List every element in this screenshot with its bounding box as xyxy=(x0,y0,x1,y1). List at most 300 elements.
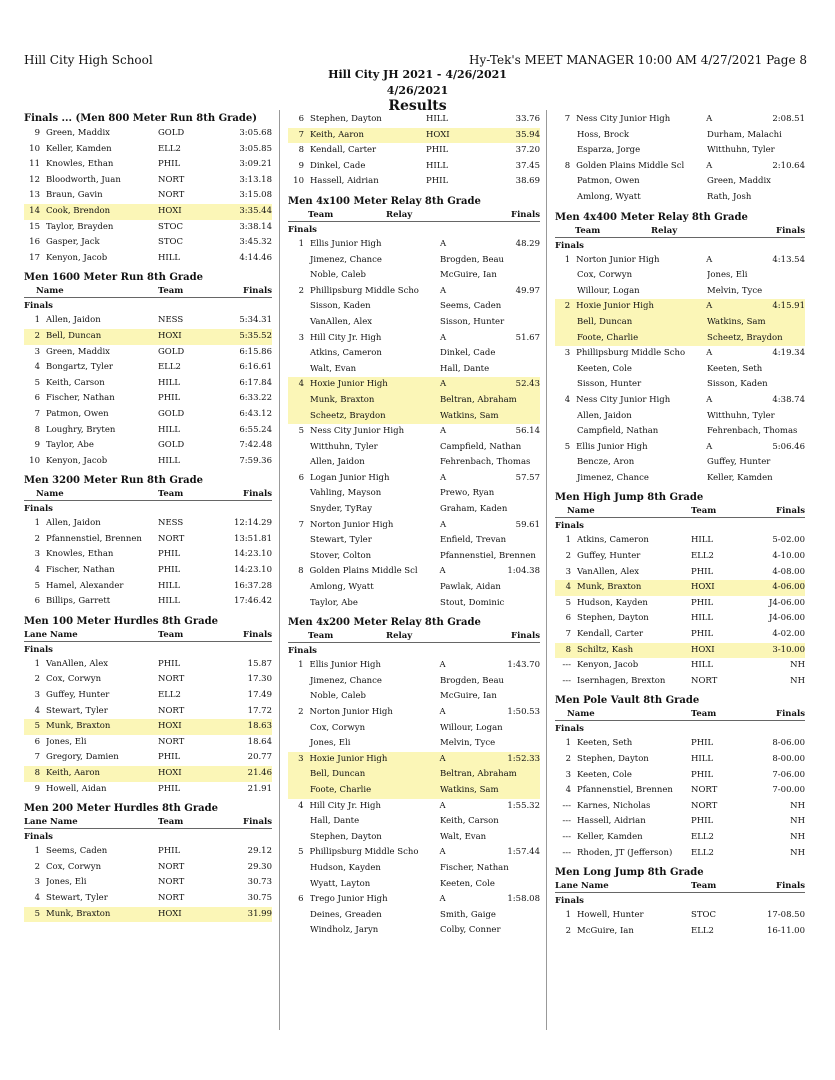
result-row xyxy=(24,235,272,251)
relay-members-row xyxy=(288,346,540,362)
place: 8 xyxy=(298,566,304,577)
mark: 4-10.00 xyxy=(772,551,805,562)
relay-letter: A xyxy=(439,566,446,577)
column-header: Name Team Finals xyxy=(24,488,272,501)
event-800m xyxy=(24,112,272,266)
result-row xyxy=(24,376,272,392)
relay-members-row xyxy=(288,253,540,269)
relay-letter: A xyxy=(706,348,713,359)
mark: 3:15.08 xyxy=(239,190,272,201)
athlete-name: Kenyon, Jacob xyxy=(46,252,108,263)
place: --- xyxy=(562,816,571,827)
event-title: Men 4x100 Meter Relay 8th Grade xyxy=(288,195,481,207)
place: 12 xyxy=(29,174,40,185)
relay-member: Patmon, Owen xyxy=(577,176,640,187)
athlete-name: Keith, Aaron xyxy=(310,129,365,140)
relay-member: Enfield, Trevan xyxy=(440,535,507,546)
relay-team-name: Hoxie Junior High xyxy=(576,301,654,312)
mark: 14:23.10 xyxy=(233,549,272,560)
relay-members-row xyxy=(288,923,540,939)
athlete-name: Loughry, Bryten xyxy=(46,424,116,435)
relay-letter: A xyxy=(439,753,446,764)
relay-member: Willour, Logan xyxy=(577,285,640,296)
place: 1 xyxy=(34,315,40,326)
relay-team-row xyxy=(288,471,540,487)
relay-team-row xyxy=(555,346,805,362)
athlete-name: Cook, Brendon xyxy=(46,205,111,216)
relay-members-row xyxy=(288,830,540,846)
relay-member: Beltran, Abraham xyxy=(440,769,517,780)
team-code: NESS xyxy=(158,518,184,529)
athlete-name: Rhoden, JT (Jefferson) xyxy=(577,847,673,858)
relay-member: Foote, Charlie xyxy=(577,332,639,343)
place: 2 xyxy=(34,533,40,544)
relay-member: Dinkel, Cade xyxy=(440,348,496,359)
result-row xyxy=(555,565,805,581)
results-list xyxy=(24,516,272,610)
place: 5 xyxy=(565,597,571,608)
relay-member: Sisson, Kaden xyxy=(310,301,371,312)
relay-team-name: Norton Junior High xyxy=(310,519,394,530)
mark: 18.64 xyxy=(247,736,272,747)
relay-member: Sisson, Hunter xyxy=(440,316,505,327)
mark: 16-11.00 xyxy=(766,925,805,936)
mark: 51.67 xyxy=(515,332,540,343)
finals-label: Finals xyxy=(24,301,53,312)
mark: 4:13.54 xyxy=(772,254,805,265)
relay-team-name: Norton Junior High xyxy=(309,707,393,717)
place: 5 xyxy=(298,847,304,858)
result-row xyxy=(555,908,805,924)
team-code: HOXI xyxy=(691,582,715,593)
relay-member: Campfield, Nathan xyxy=(577,426,659,437)
finals-label: Finals xyxy=(555,521,584,532)
results-list xyxy=(24,313,272,469)
place: 17 xyxy=(29,252,40,263)
relay-member: Colby, Conner xyxy=(440,925,501,936)
relay-member: Hall, Dante xyxy=(310,816,360,827)
relay-member: Keith, Carson xyxy=(440,816,499,827)
relay-member: Keller, Kamden xyxy=(707,472,773,483)
column-divider xyxy=(546,110,547,1030)
team-code: PHIL xyxy=(691,769,714,780)
athlete-name: Howell, Hunter xyxy=(577,910,644,921)
finals-label: Finals xyxy=(24,504,53,515)
athlete-name: Taylor, Brayden xyxy=(46,221,114,232)
finals-label: Finals xyxy=(555,896,584,907)
result-row xyxy=(24,875,272,891)
column-header: Lane Name Team Finals xyxy=(555,881,805,892)
mark: J4-06.00 xyxy=(768,597,805,608)
athlete-name: VanAllen, Alex xyxy=(577,566,640,577)
result-row xyxy=(24,766,272,782)
mark: 1:04.38 xyxy=(507,566,540,577)
place: 6 xyxy=(34,736,40,747)
result-row xyxy=(24,594,272,610)
place: 3 xyxy=(34,549,40,560)
relay-member: Wyatt, Layton xyxy=(310,878,371,889)
relay-members-row xyxy=(288,362,540,378)
place: 2 xyxy=(34,861,40,872)
athlete-name: Keith, Aaron xyxy=(46,768,101,778)
result-row xyxy=(555,768,805,784)
place: 7 xyxy=(34,752,40,763)
relay-member: Scheetz, Braydon xyxy=(310,410,386,421)
event-200m-hurdles xyxy=(24,802,272,922)
mark: 52.43 xyxy=(515,379,540,390)
mark: 4-02.00 xyxy=(772,629,805,640)
mark: 3:09.21 xyxy=(239,159,272,170)
team-code: HILL xyxy=(158,455,181,466)
place: 1 xyxy=(298,238,304,249)
event-title: Men Long Jump 8th Grade xyxy=(555,867,704,879)
mark: 33.76 xyxy=(515,114,540,124)
relay-member: Melvin, Tyce xyxy=(707,285,763,296)
athlete-name: Knowles, Ethan xyxy=(46,159,114,170)
relay-letter: A xyxy=(440,285,447,296)
mark: 30.75 xyxy=(247,892,272,903)
result-row xyxy=(24,345,272,361)
result-row xyxy=(555,580,805,596)
mark: 57.57 xyxy=(515,472,540,483)
result-row xyxy=(555,783,805,799)
relay-members-row xyxy=(555,190,805,206)
column-header: Lane Name Team Finals xyxy=(24,817,272,828)
mark: 5:35.52 xyxy=(239,330,272,341)
athlete-name: Allen, Jaidon xyxy=(46,315,101,326)
result-row xyxy=(24,657,272,673)
event-long-jump xyxy=(555,866,805,939)
relay-member: Sisson, Hunter xyxy=(577,379,642,390)
relay-team-row xyxy=(288,799,540,815)
relay-member: Jones, Eli xyxy=(707,270,748,281)
result-row xyxy=(24,251,272,267)
event-title: Men High Jump 8th Grade xyxy=(555,492,704,504)
team-code: GOLD xyxy=(158,408,185,419)
team-code: NORT xyxy=(158,861,185,872)
mark: J4-06.00 xyxy=(768,613,805,624)
relay-members-row xyxy=(555,268,805,284)
relay-member: Noble, Caleb xyxy=(310,270,366,281)
athlete-name: Allen, Jaidon xyxy=(46,518,101,529)
relay-member: McGuire, Ian xyxy=(440,691,497,702)
athlete-name: Jones, Eli xyxy=(46,736,87,747)
relay-members-row xyxy=(288,861,540,877)
mark: 16:37.28 xyxy=(233,580,272,591)
event-1600m xyxy=(24,271,272,469)
team-code: NESS xyxy=(158,315,184,326)
result-row xyxy=(288,112,540,128)
mark: 7-00.00 xyxy=(772,785,805,796)
results-list xyxy=(24,844,272,922)
relay-letter: A xyxy=(439,707,446,717)
relay-team-name: Golden Plains Middle Scl xyxy=(309,566,418,577)
relay-team-name: Ellis Junior High xyxy=(310,238,382,249)
athlete-name: Stewart, Tyler xyxy=(46,705,108,716)
athlete-name: Taylor, Abe xyxy=(46,440,94,451)
relay-member: Jimenez, Chance xyxy=(310,675,382,686)
relay-team-name: Norton Junior High xyxy=(576,254,660,265)
relay-members-row xyxy=(555,128,805,144)
mark: 6:43.12 xyxy=(239,408,272,419)
relay-letter: A xyxy=(706,394,713,405)
place: 16 xyxy=(29,237,40,248)
mark: 8-06.00 xyxy=(772,738,805,749)
event-title: Men 4x400 Meter Relay 8th Grade xyxy=(555,211,748,223)
mark: 29.12 xyxy=(247,846,272,857)
team-code: PHIL xyxy=(158,658,181,669)
relay-members-row xyxy=(555,362,805,378)
team-code: PHIL xyxy=(691,566,714,577)
mark: 29.30 xyxy=(247,861,272,872)
relay-member: Atkins, Cameron xyxy=(310,348,382,359)
relay-member: Durham, Malachi xyxy=(707,129,782,140)
place: 7 xyxy=(565,629,571,640)
team-code: NORT xyxy=(158,174,185,185)
relay-member: Sisson, Kaden xyxy=(707,379,768,390)
relay-team-name: Phillipsburg Middle Scho xyxy=(309,847,419,858)
place: 5 xyxy=(34,908,40,919)
relay-member: Hoss, Brock xyxy=(577,129,629,140)
mark: 17.30 xyxy=(247,674,272,685)
relay-member: Witthuhn, Tyler xyxy=(310,441,378,452)
event-pole-vault xyxy=(555,694,805,861)
relay-members-row xyxy=(288,736,540,752)
mark: 2:10.64 xyxy=(772,160,805,171)
team-code: ELL2 xyxy=(691,847,714,858)
relay-member: Walt, Evan xyxy=(310,363,357,374)
team-code: GOLD xyxy=(158,128,185,138)
result-row xyxy=(555,596,805,612)
result-row xyxy=(555,643,805,659)
team-code: STOC xyxy=(158,221,183,232)
school-name: Hill City High School xyxy=(24,53,153,67)
place: 4 xyxy=(298,800,304,811)
mark: 59.61 xyxy=(515,519,540,530)
relay-members-row xyxy=(288,393,540,409)
place: 8 xyxy=(565,644,571,655)
team-code: PHIL xyxy=(691,816,714,827)
relay-member: Jimenez, Chance xyxy=(577,472,649,483)
team-code: STOC xyxy=(691,910,716,921)
athlete-name: Stewart, Tyler xyxy=(46,892,108,903)
relay-letter: A xyxy=(440,332,447,343)
mark: 1:43.70 xyxy=(507,660,540,671)
relay-members-row xyxy=(555,315,805,331)
team-code: NORT xyxy=(691,785,718,796)
result-row xyxy=(24,391,272,407)
column-header: Name Team Finals xyxy=(555,708,805,721)
place: 7 xyxy=(564,114,571,124)
place: 3 xyxy=(564,348,571,359)
place: 3 xyxy=(565,769,571,780)
athlete-name: Cox, Corwyn xyxy=(46,674,102,685)
column-header: Team Relay Finals xyxy=(288,209,540,222)
athlete-name: Dinkel, Cade xyxy=(310,160,366,171)
place: 4 xyxy=(298,379,304,390)
place: 6 xyxy=(298,472,304,483)
relay-team-row xyxy=(288,658,540,674)
relay-member: Stout, Dominic xyxy=(440,597,505,608)
team-code: PHIL xyxy=(691,738,714,749)
team-code: NORT xyxy=(158,674,185,685)
team-code: PHIL xyxy=(691,597,714,608)
results-list xyxy=(24,126,272,266)
place: 1 xyxy=(298,660,304,671)
finals-label: Finals xyxy=(555,240,584,251)
event-title: Men 200 Meter Hurdles 8th Grade xyxy=(24,803,218,815)
relay-member: Bencze, Aron xyxy=(577,457,635,468)
event-title: Men Pole Vault 8th Grade xyxy=(555,695,700,707)
athlete-name: Kendall, Carter xyxy=(577,629,644,640)
result-row xyxy=(24,860,272,876)
relay-team-name: Hoxie Junior High xyxy=(310,379,388,390)
event-4x100-relay xyxy=(288,195,540,611)
team-code: NORT xyxy=(158,705,185,716)
team-code: PHIL xyxy=(426,176,449,187)
relay-member: Amlong, Wyatt xyxy=(577,191,641,202)
team-code: PHIL xyxy=(158,549,181,560)
team-code: PHIL xyxy=(158,752,181,763)
relay-team-name: Ness City Junior High xyxy=(576,114,671,124)
place: 7 xyxy=(298,519,304,530)
team-code: ELL2 xyxy=(691,551,714,562)
event-title: Men 1600 Meter Run 8th Grade xyxy=(24,272,203,284)
result-row xyxy=(555,549,805,565)
column-divider xyxy=(279,110,280,1030)
relay-team-row xyxy=(555,253,805,269)
relay-letter: A xyxy=(440,472,447,483)
relay-team-row xyxy=(555,159,805,175)
result-row xyxy=(24,907,272,923)
results-heading: Results xyxy=(388,98,447,114)
relay-letter: A xyxy=(706,441,713,452)
mark: 3:05.68 xyxy=(239,128,272,138)
mark: 17.49 xyxy=(247,690,272,701)
athlete-name: Jones, Eli xyxy=(46,877,87,888)
relay-member: Allen, Jaidon xyxy=(577,410,632,421)
athlete-name: Hassell, Aidrian xyxy=(577,816,646,827)
relay-members-row xyxy=(288,674,540,690)
relay-letter: A xyxy=(440,519,447,530)
result-row xyxy=(24,750,272,766)
team-code: HILL xyxy=(158,252,181,263)
relay-member: Cox, Corwyn xyxy=(310,722,366,733)
mark: 2:08.51 xyxy=(772,114,805,124)
result-row xyxy=(555,752,805,768)
mark: 3:38.14 xyxy=(239,221,272,232)
athlete-name: Fischer, Nathan xyxy=(46,393,115,404)
relay-letter: A xyxy=(706,114,713,124)
finals-label: Finals xyxy=(555,724,584,735)
place: 1 xyxy=(34,658,40,669)
athlete-name: Green, Maddix xyxy=(46,346,110,357)
team-code: ELL2 xyxy=(158,143,181,154)
column-1 xyxy=(24,112,272,922)
event-high-jump xyxy=(555,491,805,689)
place: 1 xyxy=(565,738,571,749)
mark: 17.72 xyxy=(247,705,272,716)
relay-letter: A xyxy=(706,160,713,171)
result-row xyxy=(555,799,805,815)
team-code: HILL xyxy=(426,114,449,124)
relay-members-row xyxy=(288,502,540,518)
relay-members-row xyxy=(288,409,540,425)
athlete-name: Braun, Gavin xyxy=(46,190,103,201)
relay-member: Foote, Charlie xyxy=(310,784,372,795)
results-list xyxy=(555,533,805,689)
place: 4 xyxy=(34,362,40,373)
place: 2 xyxy=(298,707,304,717)
athlete-name: Knowles, Ethan xyxy=(46,549,114,560)
place: 8 xyxy=(34,424,40,435)
relay-letter: A xyxy=(440,426,447,437)
result-row xyxy=(24,563,272,579)
team-code: HILL xyxy=(426,160,449,171)
place: 7 xyxy=(298,129,304,140)
mark: 21.46 xyxy=(247,768,272,778)
mark: 38.69 xyxy=(515,176,540,187)
mark: 18.63 xyxy=(247,721,272,732)
result-row xyxy=(24,360,272,376)
athlete-name: Pfannenstiel, Brennen xyxy=(577,785,673,796)
mark: 35.94 xyxy=(515,129,540,140)
relay-team-name: Ellis Junior High xyxy=(576,441,648,452)
relay-member: Vahling, Mayson xyxy=(310,488,382,499)
mark: 3:13.18 xyxy=(239,174,272,185)
relay-team-name: Trego Junior High xyxy=(309,894,388,905)
mark: 4:38.74 xyxy=(772,394,805,405)
athlete-name: McGuire, Ian xyxy=(577,925,634,936)
athlete-name: Karnes, Nicholas xyxy=(577,800,651,811)
relay-team-row xyxy=(288,284,540,300)
result-row xyxy=(24,142,272,158)
place: 8 xyxy=(34,768,40,778)
relay-member: Snyder, TyRay xyxy=(310,504,373,515)
athlete-name: Isernhagen, Brexton xyxy=(577,675,666,686)
relay-members-row xyxy=(555,471,805,487)
athlete-name: Guffey, Hunter xyxy=(46,690,110,701)
mark: 20.77 xyxy=(247,752,272,763)
place: 1 xyxy=(565,910,571,921)
place: 4 xyxy=(34,565,40,576)
mark: 49.97 xyxy=(515,285,540,296)
relay-team-row xyxy=(288,237,540,253)
mark: 12:14.29 xyxy=(233,518,272,529)
relay-member: Keeten, Cole xyxy=(440,878,495,889)
place: 4 xyxy=(34,705,40,716)
result-row xyxy=(24,719,272,735)
place: 14 xyxy=(29,205,40,216)
relay-member: Guffey, Hunter xyxy=(707,457,771,468)
result-row xyxy=(555,674,805,690)
relay-members-row xyxy=(288,533,540,549)
team-code: NORT xyxy=(158,533,185,544)
relay-member: Noble, Caleb xyxy=(310,691,366,702)
mark: 5:34.31 xyxy=(239,315,272,326)
team-code: PHIL xyxy=(158,846,181,857)
relay-members-row xyxy=(288,689,540,705)
relay-members-row xyxy=(288,877,540,893)
results-list xyxy=(555,736,805,861)
team-code: HOXI xyxy=(158,205,182,216)
relay-member: Brogden, Beau xyxy=(440,254,505,265)
athlete-name: Stephen, Dayton xyxy=(577,754,649,764)
mark: 30.73 xyxy=(247,877,272,888)
athlete-name: Munk, Braxton xyxy=(577,582,642,593)
meet-title: Hill City JH 2021 - 4/26/2021 xyxy=(328,68,507,81)
team-code: ELL2 xyxy=(158,362,181,373)
